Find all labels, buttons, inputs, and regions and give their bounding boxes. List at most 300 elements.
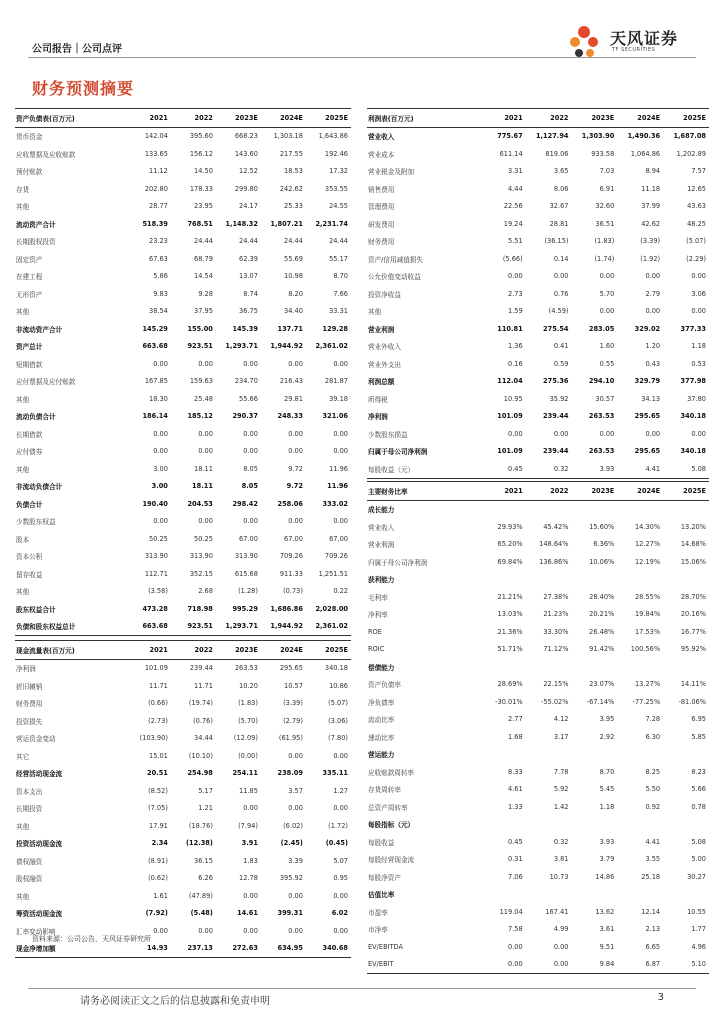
cell-value: 0.76	[553, 289, 569, 298]
cell-value: 0.45	[480, 460, 526, 478]
cell-value: 8.05	[243, 464, 258, 473]
cell-value: 13.27%	[634, 680, 661, 689]
cell-value: 0.00	[198, 926, 213, 935]
table-row	[15, 180, 351, 198]
cell-value: 238.09	[277, 769, 303, 778]
cell-value: 709.26	[279, 552, 303, 561]
cell-value: 6.26	[198, 874, 213, 883]
table-row	[15, 695, 351, 713]
table-row	[15, 408, 351, 426]
cell-value: 1,303.90	[581, 132, 615, 141]
column-header: 2024E	[261, 109, 306, 128]
cell-value: 329.02	[634, 324, 661, 333]
cell-value: 0.00	[153, 517, 168, 526]
row-label: 非流动资产合计	[16, 325, 63, 334]
cell-value: 50.25	[149, 534, 168, 543]
cell-value: (1.83)	[238, 699, 258, 708]
cell-value: 20.16%	[680, 610, 706, 619]
cell-value: -77.25%	[632, 697, 661, 706]
table-row	[15, 513, 351, 531]
cell-value: (12.38)	[186, 839, 213, 848]
cell-value: 1,807.21	[270, 219, 303, 228]
row-label: 财务费用	[368, 238, 395, 247]
cell-value: 7.28	[645, 715, 661, 724]
cell-value: 0.00	[691, 272, 706, 281]
cell-value	[572, 746, 618, 764]
cell-value: (2.29)	[686, 254, 706, 263]
row-label: 归属于母公司净利润	[368, 448, 428, 457]
cell-value: 43.63	[687, 202, 706, 211]
cell-value: 4.44	[508, 184, 523, 193]
financial-ratios-table	[367, 481, 709, 974]
row-label: 管理费用	[368, 203, 395, 212]
cell-value: 91.42%	[589, 645, 615, 654]
table-row	[367, 285, 709, 303]
cell-value: 263.53	[588, 412, 615, 421]
page-number: 3	[657, 992, 664, 1003]
cell-value: 6.02	[331, 909, 348, 918]
cell-value: 28.55%	[634, 592, 661, 601]
row-label: 资产负债率	[368, 681, 401, 690]
cell-value: 377.98	[680, 377, 706, 386]
row-label: ROIC	[368, 645, 385, 654]
cell-value: 1.27	[333, 786, 348, 795]
cell-value: 25.48	[194, 394, 213, 403]
row-label: 净利润	[16, 665, 36, 674]
table-row	[15, 268, 351, 286]
row-label: 营运能力	[368, 751, 395, 760]
table-row	[15, 600, 351, 618]
row-label: 每股收益	[368, 838, 395, 847]
table-row	[15, 338, 351, 356]
cell-value: 2.79	[645, 289, 661, 298]
cell-value: 25.33	[284, 202, 303, 211]
cell-value: 340.18	[680, 412, 706, 421]
cell-value: 14.93	[126, 940, 171, 958]
table-row	[367, 145, 709, 163]
cell-value: 69.84%	[497, 557, 523, 566]
cell-value: 5.08	[663, 460, 709, 478]
cell-value: 0.00	[333, 804, 348, 813]
cell-value: 3.00	[153, 464, 168, 473]
cell-value: 283.05	[588, 324, 615, 333]
cell-value: 34.13	[641, 394, 661, 403]
cell-value: 2,361.02	[315, 342, 348, 351]
cell-value: 35.92	[549, 394, 569, 403]
cell-value: (7.94)	[238, 821, 258, 830]
table-row	[15, 145, 351, 163]
cell-value: 30.27	[687, 872, 706, 881]
cell-value: 263.53	[234, 664, 258, 673]
cell-value: 275.54	[543, 324, 569, 333]
cell-value: 20.21%	[589, 610, 615, 619]
table-row	[367, 746, 709, 764]
cell-value: 45.42%	[543, 522, 569, 531]
table-row	[15, 355, 351, 373]
cell-value: 3.79	[599, 855, 615, 864]
cell-value: 8.05	[241, 482, 258, 491]
cell-value: 23.23	[149, 237, 168, 246]
cell-value: 37.99	[641, 202, 661, 211]
row-label: 长期投资	[16, 805, 43, 814]
cell-value: 1,148.32	[225, 219, 258, 228]
cell-value: 23.95	[194, 202, 213, 211]
cell-value: 663.68	[142, 342, 168, 351]
cell-value: 8.70	[333, 272, 348, 281]
cell-value: (12.09)	[233, 734, 258, 743]
cell-value: 155.00	[187, 324, 213, 333]
cell-value: 0.14	[553, 254, 569, 263]
row-label: EV/EBIT	[367, 956, 480, 974]
cell-value: 101.09	[144, 664, 168, 673]
row-label: EV/EBITDA	[368, 942, 404, 951]
cell-value: 12.78	[239, 874, 258, 883]
cell-value: 110.81	[497, 324, 523, 333]
cell-value: 136.86%	[539, 557, 569, 566]
table-row	[15, 765, 351, 783]
cell-value: 34.44	[194, 734, 213, 743]
row-label: 成长能力	[368, 506, 395, 515]
table-row	[367, 903, 709, 921]
cell-value: 0.00	[153, 359, 168, 368]
table-row	[15, 233, 351, 251]
cell-value	[663, 658, 709, 676]
table-row	[367, 763, 709, 781]
cell-value: 11.85	[239, 786, 258, 795]
cell-value: 1,293.71	[225, 342, 258, 351]
cell-value: 10.55	[687, 907, 706, 916]
column-header: 2021	[126, 109, 171, 128]
cell-value: 0.00	[153, 429, 168, 438]
cell-value: 71.12%	[543, 645, 569, 654]
cell-value: 0.00	[553, 272, 569, 281]
table-row	[367, 693, 709, 711]
row-label: 流动资产合计	[16, 220, 56, 229]
cell-value: 0.00	[508, 942, 523, 951]
row-label: 营业外收入	[368, 343, 401, 352]
cell-value: 1.59	[508, 307, 523, 316]
cell-value: (6.02)	[283, 821, 303, 830]
cell-value: 67.00	[329, 534, 348, 543]
cell-value: 156.12	[189, 149, 213, 158]
cell-value: 36.15	[194, 856, 213, 865]
table-row	[367, 588, 709, 606]
cell-value: 55.66	[239, 394, 258, 403]
table-row	[367, 425, 709, 443]
cell-value: (5.07)	[686, 237, 706, 246]
table-row	[367, 798, 709, 816]
cell-value: (8.91)	[148, 856, 168, 865]
cell-value	[526, 658, 572, 676]
cell-value: 0.00	[288, 447, 303, 456]
cell-value: (7.80)	[328, 734, 348, 743]
cell-value: 0.00	[333, 751, 348, 760]
cell-value: 615.68	[234, 569, 258, 578]
row-label: 偿债能力	[368, 663, 395, 672]
cell-value: 37.95	[194, 307, 213, 316]
header-divider	[28, 57, 696, 58]
row-label: 债权融资	[16, 857, 43, 866]
cell-value: 333.02	[322, 499, 348, 508]
row-label: 投资活动现金流	[16, 840, 63, 849]
cell-value: (61.95)	[278, 734, 303, 743]
row-label: 市净率	[368, 926, 388, 935]
cell-value: 36.75	[239, 307, 258, 316]
cell-value: 29.93%	[497, 522, 523, 531]
cell-value: 0.00	[198, 447, 213, 456]
table-row	[15, 443, 351, 461]
cell-value: 0.00	[480, 956, 526, 974]
cell-value: (0.62)	[148, 874, 168, 883]
cell-value: 32.60	[595, 202, 615, 211]
cell-value: 718.98	[187, 604, 213, 613]
cell-value: 1.77	[691, 925, 706, 934]
cell-value: 340.18	[680, 447, 706, 456]
table-row	[367, 606, 709, 624]
table-header-row	[15, 109, 351, 128]
cell-value: 2.77	[508, 715, 523, 724]
cell-value: 352.15	[189, 569, 213, 578]
column-header: 2021	[480, 109, 526, 128]
cell-value: 5.66	[691, 785, 706, 794]
row-label: 每股指标（元）	[368, 821, 415, 830]
table-row	[15, 905, 351, 923]
cell-value	[663, 500, 709, 518]
table-row	[367, 921, 709, 939]
cell-value: 0.00	[288, 517, 303, 526]
cash-flow-table	[15, 640, 351, 958]
table-row	[367, 676, 709, 694]
cell-value: 14.86	[595, 872, 615, 881]
cell-value: 0.41	[553, 342, 569, 351]
cell-value: 8.25	[645, 767, 661, 776]
cell-value: 51.71%	[497, 645, 523, 654]
cell-value: 32.67	[549, 202, 569, 211]
section-title: 财务预测摘要	[32, 79, 135, 98]
cell-value: 10.98	[284, 272, 303, 281]
cell-value: 313.90	[144, 552, 168, 561]
cell-value: 5.70	[599, 289, 615, 298]
cell-value: 239.44	[543, 412, 569, 421]
cell-value: (3.39)	[640, 237, 661, 246]
cell-value: 24.44	[239, 237, 258, 246]
cell-value: 8.23	[691, 767, 706, 776]
table-header-row	[367, 109, 709, 128]
cell-value: 0.00	[553, 429, 569, 438]
row-label: 其他	[16, 465, 30, 474]
row-label: 资产总计	[16, 343, 43, 352]
cell-value: 2,361.02	[306, 618, 351, 636]
row-label: 筹资活动现金流	[16, 910, 63, 919]
row-label: 其他	[16, 588, 30, 597]
table-row	[15, 478, 351, 496]
table-row	[15, 163, 351, 181]
row-label: 其他	[16, 822, 30, 831]
cell-value: 6.91	[599, 184, 615, 193]
cell-value: 8.20	[288, 289, 303, 298]
cell-value	[617, 746, 663, 764]
row-label: 营业收入	[368, 133, 395, 142]
logo-text-cn: 天风证券	[610, 29, 679, 48]
cell-value: (1.72)	[328, 821, 348, 830]
cell-value: 518.39	[142, 219, 168, 228]
cell-value: 7.78	[553, 767, 569, 776]
table-row	[367, 198, 709, 216]
table-row	[15, 285, 351, 303]
cell-value: 395.92	[279, 874, 303, 883]
cell-value: 21.21%	[497, 592, 523, 601]
cell-value: 37.80	[687, 394, 706, 403]
row-label: 现金净增加额	[15, 940, 126, 958]
cell-value: 239.44	[189, 664, 213, 673]
table-row	[15, 495, 351, 513]
cell-value: 290.37	[232, 412, 258, 421]
cell-value: 0.53	[691, 359, 706, 368]
table-header-row	[15, 641, 351, 660]
cell-value: 159.63	[189, 377, 213, 386]
cell-value: 0.00	[198, 517, 213, 526]
column-header: 2023E	[216, 641, 261, 660]
cell-value: 1.68	[508, 732, 523, 741]
cell-value: 14.50	[194, 167, 213, 176]
table-row	[15, 782, 351, 800]
cell-value: 18.30	[149, 394, 168, 403]
table-row	[367, 250, 709, 268]
cell-value: 0.00	[288, 804, 303, 813]
cell-value	[572, 886, 618, 904]
cell-value: 9.28	[198, 289, 213, 298]
cell-value: -55.02%	[540, 697, 569, 706]
cell-value: 14.11%	[680, 680, 706, 689]
row-label: 净利润	[368, 413, 388, 422]
footer-disclaimer: 请务必阅读正文之后的信息披露和免责申明	[80, 996, 270, 1007]
cell-value: 1.20	[645, 342, 661, 351]
table-row	[367, 373, 709, 391]
cell-value: 14.68%	[680, 540, 706, 549]
cell-value: (10.10)	[188, 751, 213, 760]
cell-value: 1,490.36	[627, 132, 661, 141]
cell-value: 6.95	[691, 715, 706, 724]
cell-value: 2.68	[198, 587, 213, 596]
cell-value: 11.12	[149, 167, 168, 176]
row-label: 应收票据及应收账款	[16, 150, 76, 159]
cell-value: 11.71	[194, 681, 213, 690]
cell-value: 2,028.00	[315, 604, 348, 613]
table-row	[15, 712, 351, 730]
cell-value: 0.00	[243, 517, 258, 526]
cell-value: 3.17	[553, 732, 569, 741]
cell-value: 254.98	[187, 769, 213, 778]
cell-value: 0.00	[243, 891, 258, 900]
row-label: 股权融资	[16, 875, 43, 884]
cell-value: 0.00	[526, 956, 572, 974]
table-row	[367, 163, 709, 181]
cell-value: 0.31	[508, 855, 523, 864]
row-label: 应付票据及应付账款	[16, 378, 76, 387]
cell-value	[480, 886, 526, 904]
cell-value: 0.92	[645, 802, 661, 811]
cell-value: 0.00	[288, 751, 303, 760]
cell-value: 20.51	[147, 769, 168, 778]
table-row	[15, 548, 351, 566]
cell-value: 36.51	[595, 219, 615, 228]
cell-value: 0.00	[243, 359, 258, 368]
cell-value: 0.00	[198, 429, 213, 438]
table-row	[367, 833, 709, 851]
cell-value: (2.79)	[283, 716, 303, 725]
cell-value: 4.41	[617, 460, 663, 478]
cell-value: 1,686.86	[270, 604, 303, 613]
row-label: 营业成本	[368, 150, 395, 159]
column-header: 2025E	[306, 641, 351, 660]
cell-value: 22.56	[503, 202, 523, 211]
cell-value: (0.76)	[193, 716, 213, 725]
row-label: 营业利润	[368, 541, 395, 550]
table-row	[367, 338, 709, 356]
cell-value: 34.40	[284, 307, 303, 316]
table-row	[15, 659, 351, 677]
row-label: 总资产周转率	[368, 803, 408, 812]
column-header: 2025E	[663, 482, 709, 501]
cell-value: 0.00	[333, 447, 348, 456]
table-title: 主要财务比率	[367, 482, 480, 501]
row-label: 其他	[16, 892, 30, 901]
cell-value: (2.73)	[148, 716, 168, 725]
cell-value: 313.90	[189, 552, 213, 561]
cell-value: 1,127.94	[535, 132, 569, 141]
cell-value	[617, 571, 663, 589]
cell-value: 16.77%	[680, 627, 706, 636]
cell-value: 1.18	[691, 342, 706, 351]
cell-value: (7.05)	[148, 804, 168, 813]
cell-value: 0.16	[508, 359, 523, 368]
table-row	[367, 127, 709, 145]
table-row	[15, 677, 351, 695]
cell-value: (2.45)	[280, 839, 303, 848]
logo-text-en: TF SECURITIES	[612, 47, 656, 53]
row-label: 市盈率	[368, 908, 388, 917]
cell-value: (1.92)	[640, 254, 661, 263]
cell-value: 4.96	[691, 942, 706, 951]
table-row	[15, 373, 351, 391]
cell-value: 15.06%	[680, 557, 706, 566]
table-row	[15, 852, 351, 870]
cell-value: 1,303.18	[273, 132, 303, 141]
cell-value: 248.33	[277, 412, 303, 421]
row-label: 长期借款	[16, 430, 43, 439]
cell-value: 5.51	[508, 237, 523, 246]
cell-value: 0.00	[691, 429, 706, 438]
cell-value: (19.74)	[188, 699, 213, 708]
cell-value: 55.17	[329, 254, 348, 263]
cell-value: 24.44	[284, 237, 303, 246]
cell-value: 10.57	[284, 681, 303, 690]
cell-value: (47.89)	[188, 891, 213, 900]
cell-value: 295.65	[279, 664, 303, 673]
cell-value: 112.04	[497, 377, 523, 386]
table-row	[367, 641, 709, 659]
cell-value: 11.71	[149, 681, 168, 690]
cell-value: 2,231.74	[315, 219, 348, 228]
cell-value: 0.00	[243, 447, 258, 456]
row-label: 汇率变动影响	[16, 927, 56, 936]
row-label: 投资净收益	[368, 290, 401, 299]
cell-value: 145.29	[142, 324, 168, 333]
table-row	[15, 835, 351, 853]
cell-value	[617, 658, 663, 676]
table-row	[367, 886, 709, 904]
cell-value: 3.31	[508, 167, 523, 176]
